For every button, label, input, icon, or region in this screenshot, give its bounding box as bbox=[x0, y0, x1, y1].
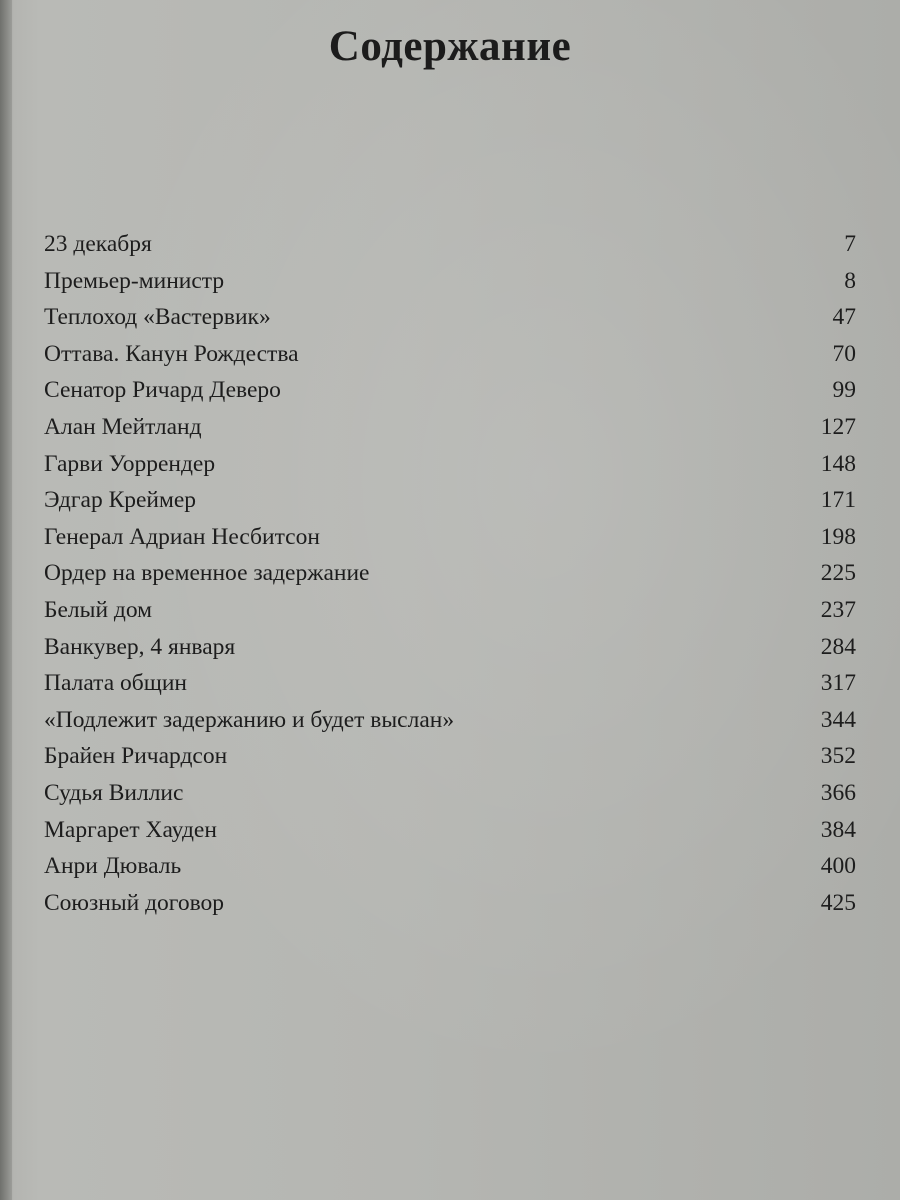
toc-entry-title: Оттава. Канун Рождества bbox=[44, 340, 299, 367]
toc-entry bbox=[44, 226, 856, 263]
toc-entry-page: 99 bbox=[832, 377, 856, 404]
toc-entry bbox=[44, 665, 856, 702]
toc-entry bbox=[44, 555, 856, 592]
toc-entry-title: 23 декабря bbox=[44, 231, 152, 257]
toc-entry-page: 352 bbox=[820, 743, 856, 770]
toc-entry-title: Палата общин bbox=[44, 670, 187, 697]
toc-entry-title: Алан Мейтланд bbox=[44, 413, 202, 440]
toc-entry bbox=[44, 409, 856, 446]
toc-entry-title: Сенатор Ричард Деверо bbox=[44, 377, 281, 404]
toc-entry bbox=[44, 336, 856, 373]
page-binding-edge bbox=[0, 0, 12, 1200]
toc-entry-title: Ордер на временное задержание bbox=[44, 560, 370, 587]
toc-entry-page: 148 bbox=[820, 450, 856, 477]
toc-entry-page: 317 bbox=[820, 670, 856, 697]
toc-entry bbox=[44, 702, 856, 739]
toc-entry-title: Анри Дюваль bbox=[44, 853, 182, 880]
toc-entry-page: 198 bbox=[820, 523, 856, 550]
toc-entry-page: 400 bbox=[820, 853, 856, 880]
toc-entry-page: 127 bbox=[820, 413, 856, 440]
toc-entry-title: Брайен Ричардсон bbox=[44, 743, 228, 770]
toc-entry-page: 237 bbox=[820, 596, 856, 623]
toc-entry-page: 425 bbox=[820, 889, 856, 916]
toc-entry bbox=[44, 446, 856, 483]
toc-entry-page: 70 bbox=[832, 340, 856, 367]
toc-entry-page: 171 bbox=[820, 487, 856, 514]
toc-entry-page: 344 bbox=[820, 706, 856, 733]
toc-entry-title: Судья Виллис bbox=[44, 779, 184, 806]
table-of-contents bbox=[44, 226, 856, 921]
toc-entry-title: Гарви Уоррендер bbox=[44, 450, 216, 477]
toc-entry bbox=[44, 775, 856, 812]
toc-entry-title: «Подлежит задержанию и будет выслан» bbox=[44, 706, 455, 733]
toc-entry-page: 384 bbox=[820, 816, 856, 843]
toc-entry-page: 47 bbox=[832, 304, 856, 331]
toc-entry-page: 8 bbox=[844, 267, 856, 294]
toc-entry-title: Премьер-министр bbox=[44, 267, 225, 294]
toc-entry-page: 7 bbox=[844, 231, 856, 257]
toc-entry bbox=[44, 519, 856, 556]
page-title: Содержание bbox=[328, 23, 572, 70]
toc-entry bbox=[44, 299, 856, 336]
toc-entry-page: 284 bbox=[820, 633, 856, 660]
toc-entry-title: Генерал Адриан Несбитсон bbox=[44, 523, 320, 550]
toc-entry-title: Ванкувер, 4 января bbox=[44, 633, 236, 660]
toc-entry bbox=[44, 812, 856, 849]
toc-entry-page: 366 bbox=[820, 779, 856, 806]
toc-entry bbox=[44, 885, 856, 922]
toc-entry bbox=[44, 263, 856, 300]
toc-entry-page: 225 bbox=[820, 560, 856, 587]
toc-entry bbox=[44, 372, 856, 409]
toc-entry-title: Эдгар Креймер bbox=[44, 487, 197, 514]
toc-entry bbox=[44, 848, 856, 885]
toc-entry bbox=[44, 738, 856, 775]
toc-entry-title: Белый дом bbox=[44, 596, 153, 623]
toc-entry-title: Теплоход «Вастервик» bbox=[44, 304, 271, 331]
toc-entry bbox=[44, 592, 856, 629]
toc-entry bbox=[44, 629, 856, 666]
toc-entry-title: Союзный договор bbox=[44, 889, 225, 916]
toc-entry-title: Маргарет Хауден bbox=[44, 816, 217, 843]
toc-entry bbox=[44, 482, 856, 519]
